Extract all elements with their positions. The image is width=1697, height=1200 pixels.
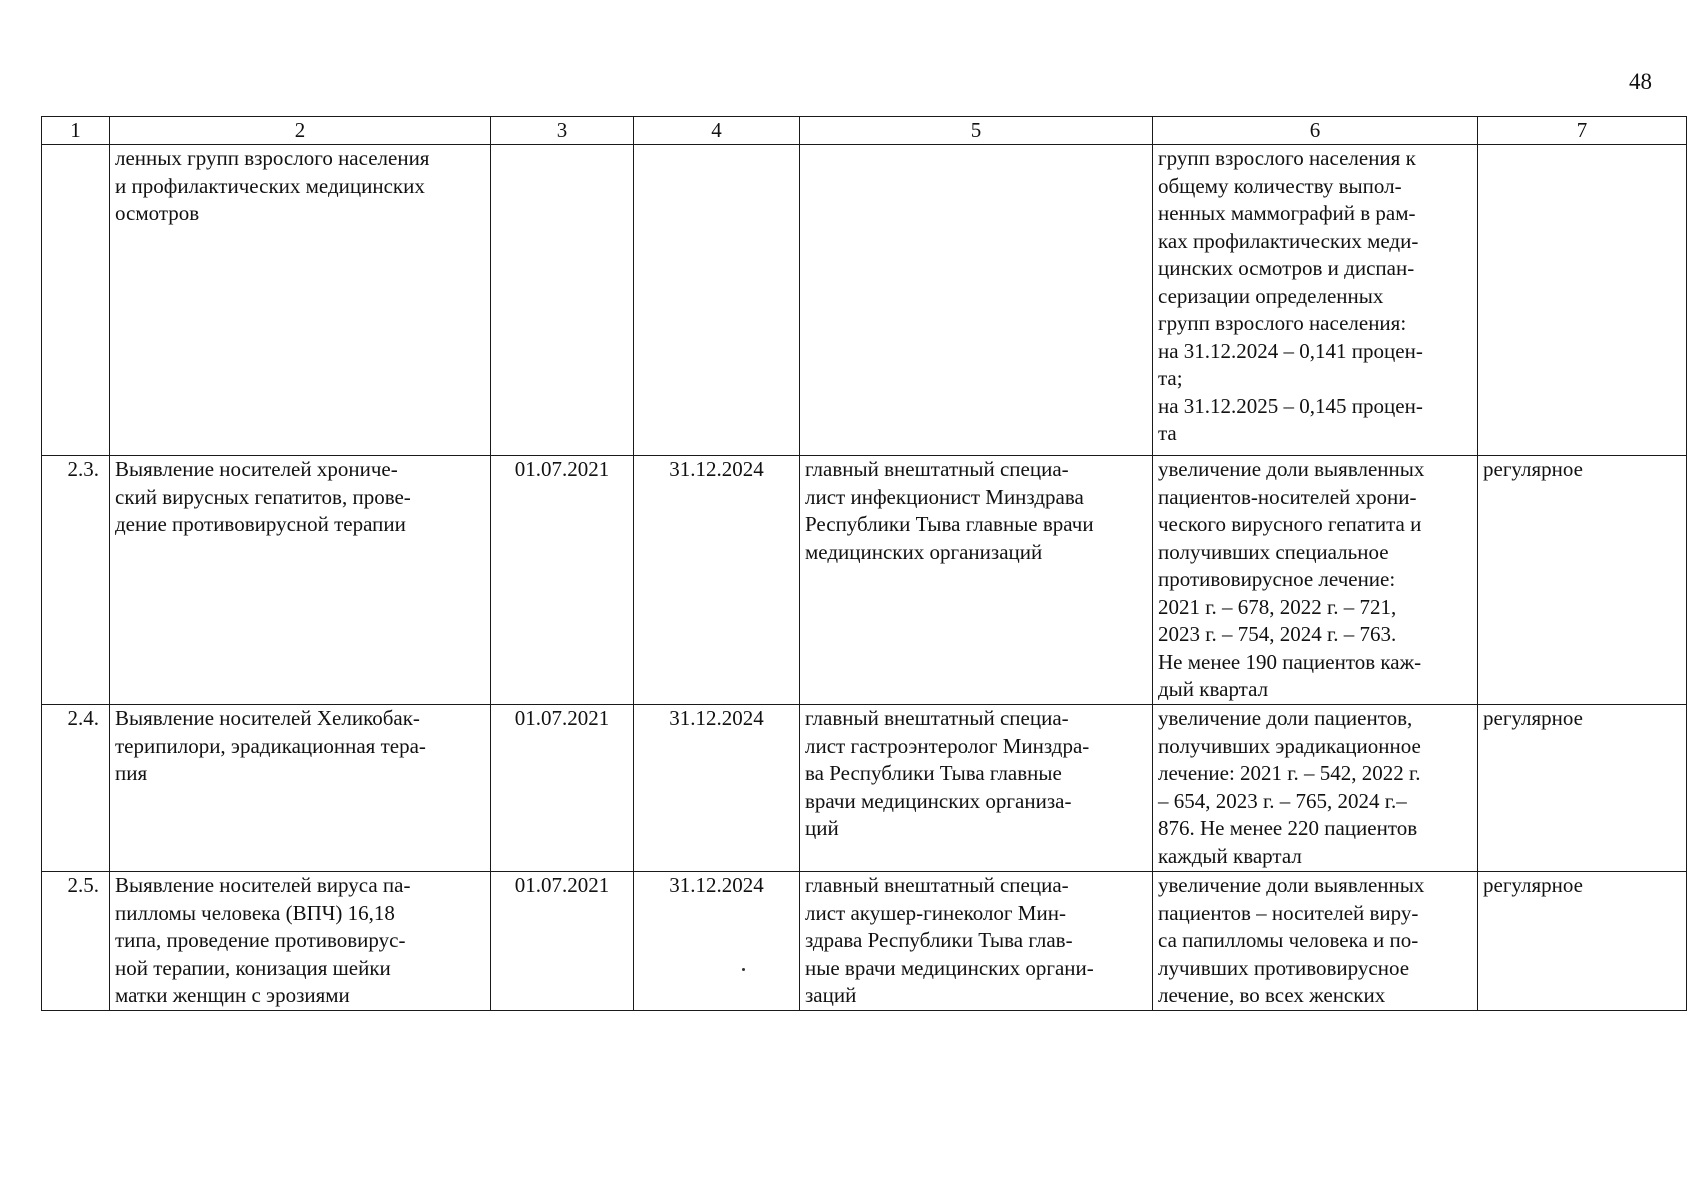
result-line: лечение: 2021 г. – 542, 2022 г. (1158, 761, 1421, 785)
result-line: та (1158, 421, 1177, 445)
result-line: групп взрослого населения к (1158, 146, 1416, 170)
responsible-line: ные врачи медицинских органи- (805, 955, 1094, 980)
start-date-cell: 01.07.2021 (491, 456, 634, 705)
responsible-line: лист акушер-гинеколог Мин- (805, 900, 1066, 925)
measure-name-line: Выявление носителей хрониче- (115, 457, 398, 481)
result-line: цинских осмотров и диспан- (1158, 256, 1415, 280)
table-row (42, 705, 1687, 872)
result-line: – 654, 2023 г. – 765, 2024 г.– (1158, 788, 1407, 813)
result-line: ческого вирусного гепатита и (1158, 512, 1422, 536)
measures-table (41, 116, 1687, 1011)
measure-name-line: пилломы человека (ВПЧ) 16,18 (115, 900, 395, 925)
column-header-7: 7 (1478, 117, 1687, 145)
row-number-cell: 2.4. (42, 705, 110, 872)
measure-name-cell (110, 145, 491, 456)
responsible-cell (800, 705, 1153, 872)
responsible-line: Республики Тыва главные врачи (805, 512, 1094, 536)
result-line: са папилломы человека и по- (1158, 928, 1419, 952)
column-header-2: 2 (110, 117, 491, 145)
measure-name-line: матки женщин с эрозиями (115, 983, 350, 1007)
result-line: Не менее 190 пациентов каж- (1158, 649, 1422, 674)
type-cell: регулярное (1478, 456, 1687, 705)
result-line: противовирусное лечение: (1158, 567, 1396, 591)
row-number-cell (42, 145, 110, 456)
responsible-line: заций (805, 983, 857, 1007)
column-header-4: 4 (634, 117, 800, 145)
measure-name-line: и профилактических медицинских (115, 173, 425, 198)
responsible-cell (800, 872, 1153, 1011)
result-line: 2023 г. – 754, 2024 г. – 763. (1158, 622, 1397, 646)
result-line: увеличение доли выявленных (1158, 457, 1425, 481)
responsible-line: врачи медицинских организа- (805, 788, 1072, 813)
start-date-cell: 01.07.2021 (491, 872, 634, 1011)
result-line: получивших специальное (1158, 539, 1389, 564)
table-row (42, 872, 1687, 1011)
measure-name-line: дение противовирусной терапии (115, 512, 406, 536)
measure-name-cell (110, 872, 491, 1011)
responsible-line: ва Республики Тыва главные (805, 761, 1062, 785)
result-cell (1153, 872, 1478, 1011)
type-cell: регулярное (1478, 872, 1687, 1011)
measure-name-line: ной терапии, конизация шейки (115, 955, 391, 980)
type-cell: регулярное (1478, 705, 1687, 872)
type-cell (1478, 145, 1687, 456)
result-line: на 31.12.2024 – 0,141 процен- (1158, 338, 1423, 363)
end-date-cell (634, 145, 800, 456)
measure-name-cell (110, 705, 491, 872)
result-line: ках профилактических меди- (1158, 228, 1419, 253)
result-line: 876. Не менее 220 пациентов (1158, 816, 1418, 840)
result-line: получивших эрадикационное (1158, 733, 1421, 758)
measure-name-line: осмотров (115, 201, 200, 225)
start-date-cell (491, 145, 634, 456)
result-line: общему количеству выпол- (1158, 173, 1402, 198)
measure-name-line: Выявление носителей вируса па- (115, 873, 411, 897)
measure-name-cell (110, 456, 491, 705)
responsible-cell (800, 456, 1153, 705)
column-header-3: 3 (491, 117, 634, 145)
result-cell (1153, 456, 1478, 705)
responsible-line: главный внештатный специа- (805, 873, 1069, 897)
result-line: лучивших противовирусное (1158, 955, 1410, 980)
responsible-line: лист инфекционист Минздрава (805, 484, 1084, 509)
end-date-cell: 31.12.2024 (634, 872, 800, 1011)
result-line: ненных маммографий в рам- (1158, 201, 1416, 225)
responsible-line: ций (805, 816, 839, 840)
column-header-5: 5 (800, 117, 1153, 145)
responsible-line: здрава Республики Тыва глав- (805, 928, 1073, 952)
page-number: 48 (1629, 69, 1652, 94)
result-line: пациентов – носителей виру- (1158, 900, 1419, 925)
result-line: на 31.12.2025 – 0,145 процен- (1158, 393, 1423, 418)
measure-name-line: пия (115, 761, 148, 785)
result-line: та; (1158, 366, 1183, 390)
result-line: 2021 г. – 678, 2022 г. – 721, (1158, 594, 1397, 619)
measure-name-line: ленных групп взрослого населения (115, 146, 430, 170)
header-row (42, 117, 1687, 145)
result-line: групп взрослого населения: (1158, 311, 1407, 335)
responsible-cell (800, 145, 1153, 456)
measure-name-line: терипилори, эрадикационная тера- (115, 733, 426, 758)
result-line: пациентов-носителей хрони- (1158, 484, 1417, 509)
row-number-cell: 2.5. (42, 872, 110, 1011)
start-date-cell: 01.07.2021 (491, 705, 634, 872)
row-number-cell: 2.3. (42, 456, 110, 705)
column-header-1: 1 (42, 117, 110, 145)
result-line: серизации определенных (1158, 283, 1384, 308)
measure-name-line: типа, проведение противовирус- (115, 928, 406, 952)
responsible-line: лист гастроэнтеролог Минздра- (805, 733, 1090, 758)
column-header-6: 6 (1153, 117, 1478, 145)
result-line: дый квартал (1158, 677, 1269, 701)
measure-name-line: ский вирусных гепатитов, прове- (115, 484, 411, 509)
end-date-cell: 31.12.2024 (634, 456, 800, 705)
responsible-line: главный внештатный специа- (805, 706, 1069, 730)
result-line: увеличение доли пациентов, (1158, 706, 1413, 730)
responsible-line: медицинских организаций (805, 539, 1043, 564)
result-cell (1153, 145, 1478, 456)
result-cell (1153, 705, 1478, 872)
table-row (42, 145, 1687, 456)
result-line: лечение, во всех женских (1158, 983, 1386, 1007)
responsible-line: главный внештатный специа- (805, 457, 1069, 481)
measure-name-line: Выявление носителей Хеликобак- (115, 706, 420, 730)
result-line: каждый квартал (1158, 843, 1302, 868)
end-date-cell: 31.12.2024 (634, 705, 800, 872)
table-row (42, 456, 1687, 705)
scan-speck (742, 968, 745, 971)
result-line: увеличение доли выявленных (1158, 873, 1425, 897)
